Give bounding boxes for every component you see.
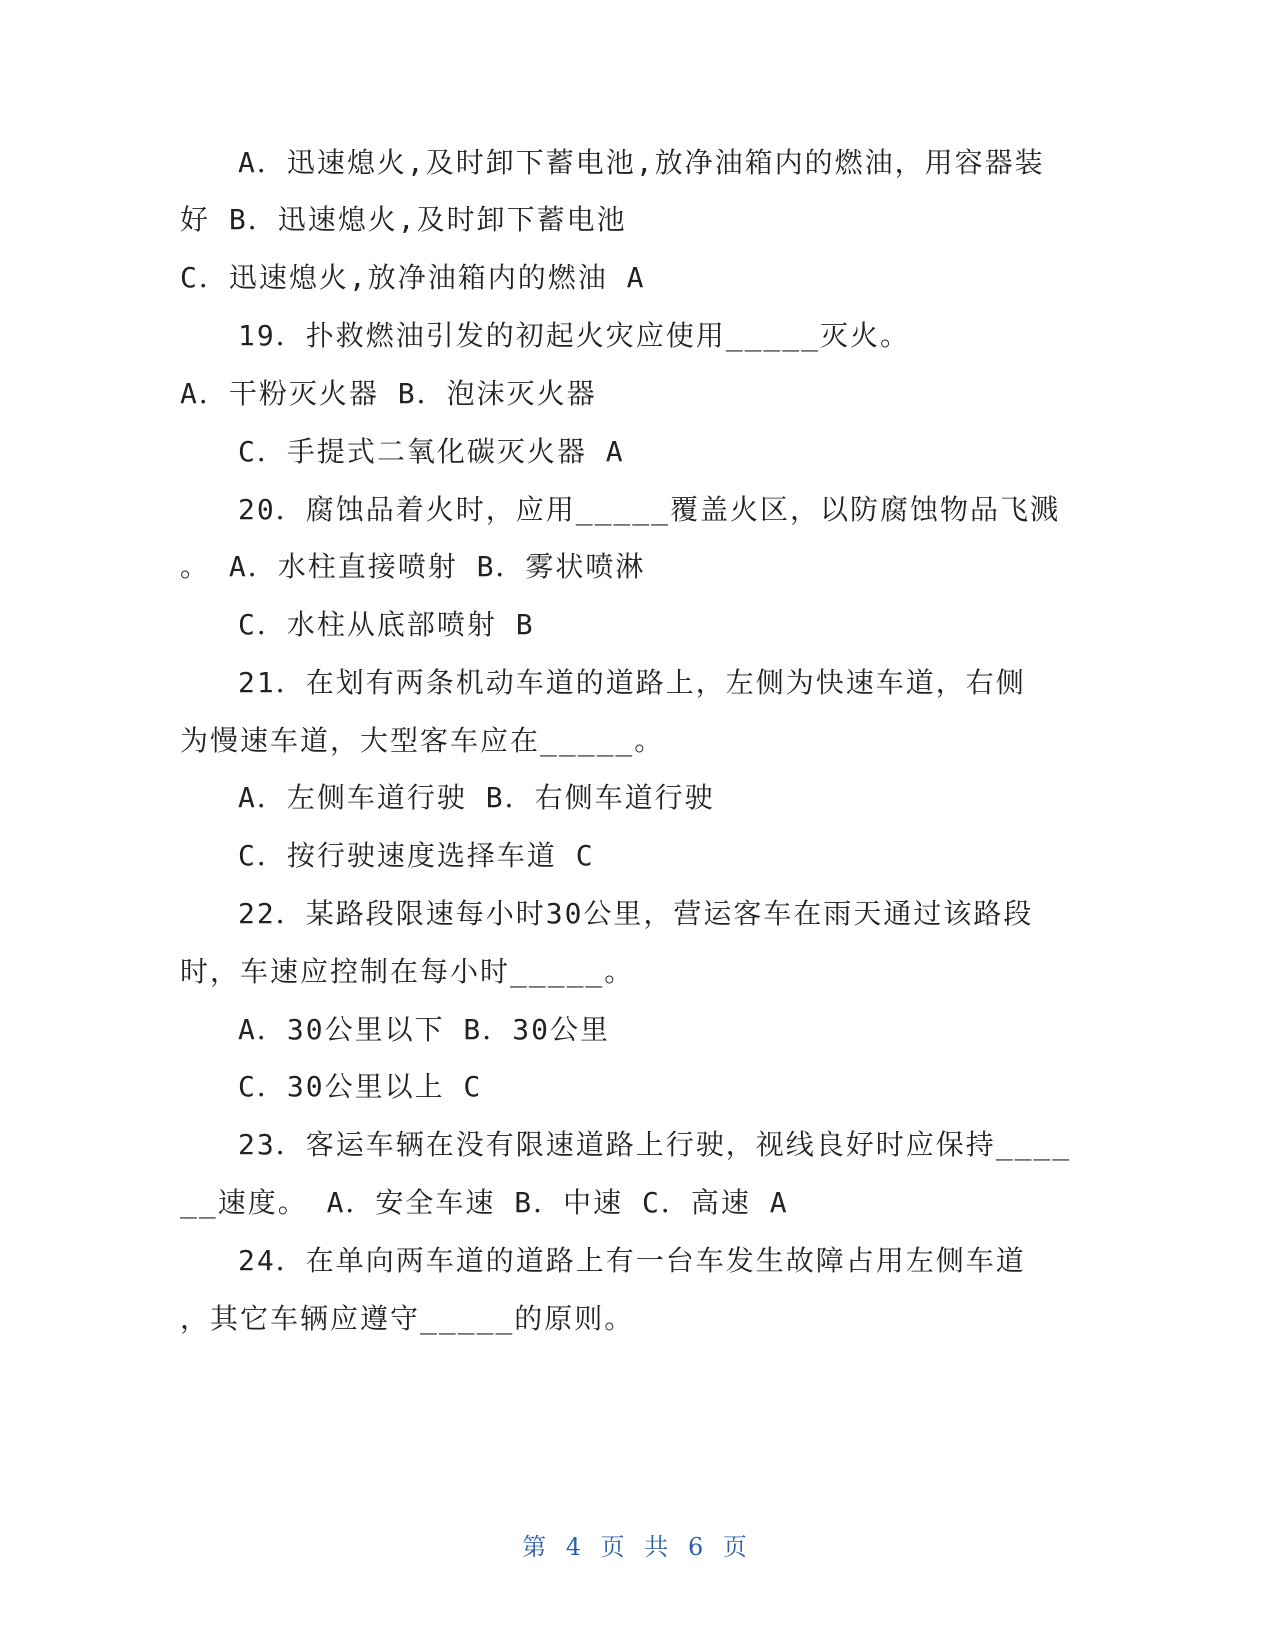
text-line: A．30公里以下 B．30公里 xyxy=(238,1013,611,1046)
text-line: __速度。 A．安全车速 B．中速 C．高速 A xyxy=(180,1186,789,1219)
text-line: 21．在划有两条机动车道的道路上，左侧为快速车道，右侧 xyxy=(238,666,1026,699)
text-line: A．左侧车道行驶 B．右侧车道行驶 xyxy=(238,781,715,814)
text-line: C．30公里以上 C xyxy=(238,1070,483,1103)
text-line: 24．在单向两车道的道路上有一台车发生故障占用左侧车道 xyxy=(238,1244,1026,1277)
text-line: A．迅速熄火,及时卸下蓄电池,放净油箱内的燃油，用容器装 xyxy=(238,146,1045,179)
text-line: C．按行驶速度选择车道 C xyxy=(238,839,595,872)
text-line: 好 B．迅速熄火,及时卸下蓄电池 xyxy=(180,203,627,236)
text-line: 。 A．水柱直接喷射 B．雾状喷淋 xyxy=(180,550,646,583)
text-line: ，其它车辆应遵守_____的原则。 xyxy=(180,1302,635,1335)
text-line: C．迅速熄火,放净油箱内的燃油 A xyxy=(180,261,646,294)
text-line: A．干粉灭火器 B．泡沫灭火器 xyxy=(180,377,597,410)
text-line: C．水柱从底部喷射 B xyxy=(238,608,535,641)
text-line: 19．扑救燃油引发的初起火灾应使用_____灭火。 xyxy=(238,319,911,352)
text-line: C．手提式二氧化碳灭火器 A xyxy=(238,435,625,468)
text-line: 时，车速应控制在每小时_____。 xyxy=(180,955,635,988)
text-line: 22．某路段限速每小时30公里，营运客车在雨天通过该路段 xyxy=(238,897,1034,930)
page-number-footer: 第 4 页 共 6 页 xyxy=(522,1533,753,1561)
text-line: 20．腐蚀品着火时，应用_____覆盖火区，以防腐蚀物品飞溅 xyxy=(238,493,1061,526)
text-line: 23．客运车辆在没有限速道路上行驶，视线良好时应保持____ xyxy=(238,1128,1072,1161)
text-line: 为慢速车道，大型客车应在_____。 xyxy=(180,724,665,757)
